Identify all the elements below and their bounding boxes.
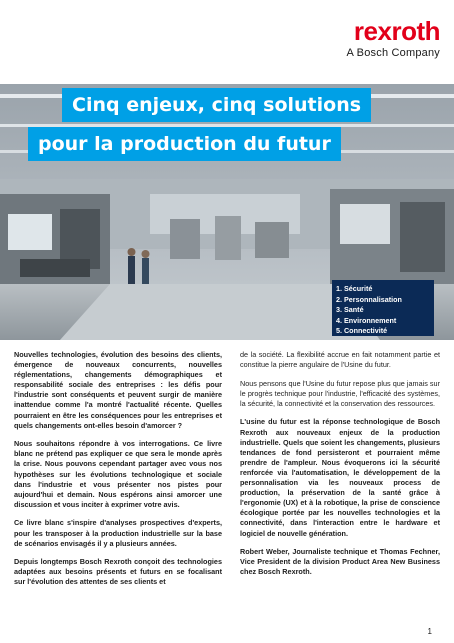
body-paragraph: de la société. La flexibilité accrue en fait notamment partie et constitue la pierre angulaire de l'Usine du futur. [240, 350, 440, 370]
brand-logo [347, 18, 441, 59]
body-paragraph: Nous pensons que l'Usine du futur repose plus que jamais sur le progrès technique pour l'industrie, l'efficacité des systèmes, la sécurité, la connectivité et la conservation des ressources. [240, 378, 440, 408]
body-paragraph: Nous souhaitons répondre à vos interrogations. Ce livre blanc ne prétend pas expliquer ce que sera le monde après la crise. Nous pouvons cependant partager avec vous nos hypothèses sur les évolutions technologique et sociale dans l'industrie et vous présenter nos pistes pour aujourd'hui et demain. Nous espérons ainsi amorcer une discussion et vous inciter à exprimer votre avis. [14, 439, 222, 509]
issues-list-box [332, 280, 434, 336]
issue-item: 4. Environnement [336, 315, 397, 325]
title-line-1: Cinq enjeux, cinq solutions [62, 88, 371, 122]
body-right-column [240, 350, 440, 586]
body-paragraph: Ce livre blanc s'inspire d'analyses prospectives d'experts, pour les transposer à la production industrielle sur la base de scénarios envisagés il y a plusieurs années. [14, 518, 222, 548]
body-paragraph: Depuis longtemps Bosch Rexroth conçoit des technologies adaptées aux besoins présents et futurs en se focalisant sur l'évolution des attentes de ses clients et [14, 557, 222, 587]
issue-item: 5. Connectivité [336, 326, 388, 336]
brand-tagline: A Bosch Company [346, 47, 440, 59]
issue-item: 3. Santé [336, 305, 364, 315]
authors-paragraph: Robert Weber, Journaliste technique et Thomas Fechner, Vice President de la division Product Area New Business chez Bosch Rexroth. [240, 547, 440, 577]
issue-item: 1. Sécurité [336, 284, 373, 293]
title-line-2: pour la production du futur [28, 127, 341, 161]
page-number: 1 [427, 627, 432, 636]
brand-wordmark: rexroth [353, 16, 440, 46]
intro-paragraph: Nouvelles technologies, évolution des besoins des clients, émergence de nouveaux concurrents, nouvelles réglementations, changements démographiques et responsabilité sociale des entreprises : les défis pour l'industrie sont conséquents et peuvent surgir de manière inattendue comme l'a montré l'actualité récente. Quelles pourraient en être les conséquences pour les entreprises et quels changements ont-elles besoin d'amorcer ? [14, 350, 222, 430]
body-paragraph: L'usine du futur est la réponse technologique de Bosch Rexroth aux nouveaux enjeux de la production industrielle. Quels que soient les changements, plusieurs tendances de fond persisteront et pourraient même prendre de l'ampleur. Nous évoquerons ici la sécurité renforcée via l'automatisation, le développement de la personnalisation via les nouveaux process de production, la préservation de la santé grâce à l'ergonomie (UX) et à la robotique, la prise de conscience écologique portée par les nouvelles technologies et la connectivité, dans l'interaction entre le hardware et logiciel de nouvelle génération. [240, 417, 440, 538]
issue-item: 2. Personnalisation [336, 294, 402, 304]
body-left-column [14, 350, 222, 596]
